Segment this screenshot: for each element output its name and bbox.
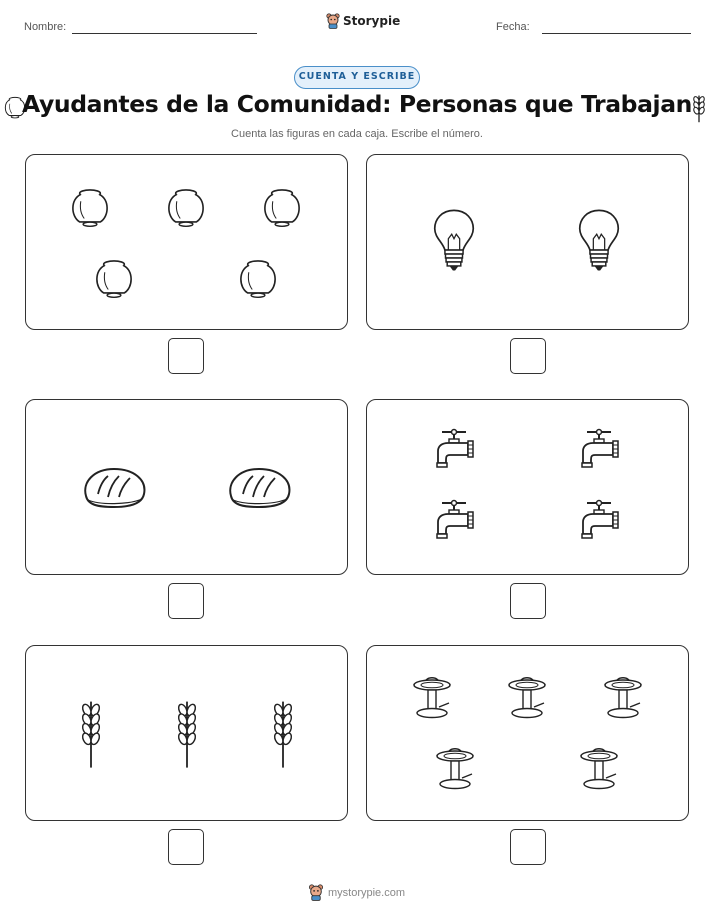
pot-icon: [67, 181, 113, 233]
pottery-wheel-icon: [576, 742, 622, 794]
faucet-icon: [575, 426, 623, 476]
answer-box[interactable]: [168, 583, 204, 619]
mascot-icon: [326, 13, 340, 29]
pot-icon: [235, 252, 281, 304]
faucet-icon: [430, 497, 478, 547]
name-field[interactable]: [72, 33, 257, 34]
faucet-icon: [575, 497, 623, 547]
lightbulb-icon: [576, 207, 622, 275]
wheat-icon: [690, 92, 708, 124]
brand-logo: [326, 13, 400, 29]
bread-icon: [80, 462, 150, 512]
brand-name: Storypie: [343, 14, 401, 28]
count-card-pots: [25, 154, 348, 330]
pottery-wheel-icon: [600, 671, 646, 723]
instructions: Cuenta las figuras en cada caja. Escribe el número.: [231, 128, 483, 140]
name-label: Nombre:: [24, 21, 67, 33]
count-card-wheat: [25, 645, 348, 821]
answer-box[interactable]: [510, 829, 546, 865]
answer-box[interactable]: [510, 583, 546, 619]
faucet-icon: [430, 426, 478, 476]
answer-box[interactable]: [510, 338, 546, 374]
count-card-lightbulbs: [366, 154, 689, 330]
page-title: Ayudantes de la Comunidad: Personas que Trabajan: [22, 90, 692, 118]
pot-icon: [259, 181, 305, 233]
count-card-pottery-wheels: [366, 645, 689, 821]
pottery-wheel-icon: [409, 671, 455, 723]
pottery-wheel-icon: [432, 742, 478, 794]
footer: [308, 884, 405, 901]
mascot-icon: [308, 884, 324, 901]
footer-url: mystorypie.com: [328, 886, 406, 899]
date-label: Fecha:: [496, 21, 530, 33]
count-card-bread: [25, 399, 348, 575]
answer-box[interactable]: [168, 338, 204, 374]
pot-icon: [163, 181, 209, 233]
bread-icon: [225, 462, 295, 512]
wheat-icon: [271, 698, 295, 770]
activity-badge: CUENTA Y ESCRIBE: [294, 66, 420, 89]
date-field[interactable]: [542, 33, 691, 34]
answer-box[interactable]: [168, 829, 204, 865]
count-card-faucets: [366, 399, 689, 575]
pot-icon: [91, 252, 137, 304]
wheat-icon: [175, 698, 199, 770]
wheat-icon: [79, 698, 103, 770]
pottery-wheel-icon: [504, 671, 550, 723]
lightbulb-icon: [431, 207, 477, 275]
